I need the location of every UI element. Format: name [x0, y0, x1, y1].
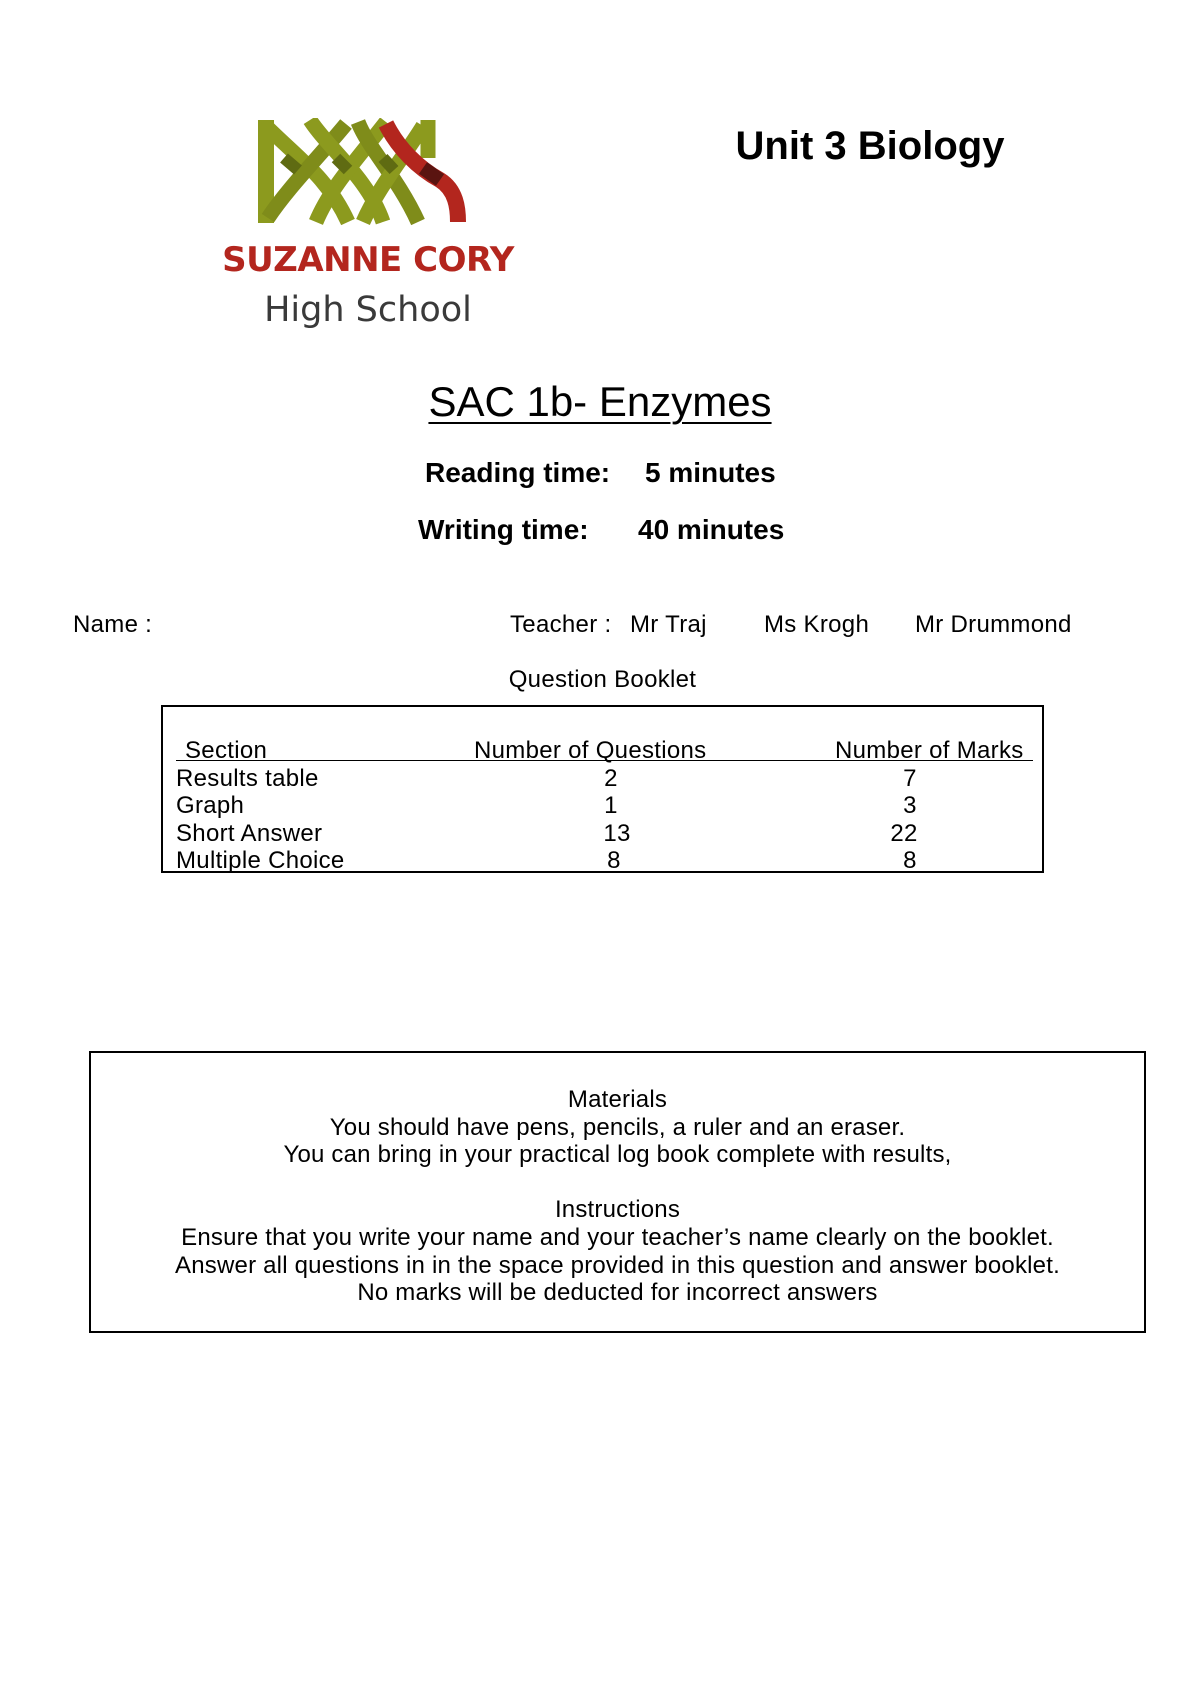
table-header-questions: Number of Questions: [474, 737, 707, 764]
table-row-questions: 2: [604, 765, 618, 792]
table-row-marks: 22: [890, 820, 918, 847]
document-title: SAC 1b- Enzymes: [428, 378, 772, 425]
reading-time-value: 5 minutes: [645, 457, 776, 488]
instructions-box: [89, 1051, 1146, 1333]
table-row-section: Graph: [176, 792, 245, 819]
materials-line: You can bring in your practical log book complete with results,: [283, 1141, 952, 1168]
logo-school-subtitle: High School: [264, 290, 472, 330]
name-label: Name :: [73, 611, 153, 638]
reading-time-label: Reading time:: [425, 457, 611, 488]
table-header-marks: Number of Marks: [835, 737, 1024, 764]
logo-school-name: SUZANNE CORY: [222, 240, 514, 280]
teacher-label: Teacher :: [510, 611, 612, 638]
table-row-marks: 3: [903, 792, 917, 819]
instructions-line: Answer all questions in in the space provided in this question and answer booklet.: [175, 1252, 1060, 1279]
instructions-heading: Instructions: [554, 1196, 681, 1223]
table-row-section: Multiple Choice: [176, 847, 345, 874]
table-row-questions: 1: [604, 792, 618, 819]
instructions-line: Ensure that you write your name and your teacher’s name clearly on the booklet.: [181, 1224, 1054, 1251]
teacher-option-2: Ms Krogh: [764, 611, 870, 638]
teacher-option-1: Mr Traj: [630, 611, 707, 638]
table-row-marks: 7: [903, 765, 917, 792]
writing-time-label: Writing time:: [418, 514, 589, 545]
materials-heading: Materials: [567, 1086, 668, 1113]
summary-table: [161, 705, 1044, 873]
table-header-section: Section: [185, 737, 268, 764]
school-logo: [218, 118, 518, 338]
table-row-section: Short Answer: [176, 820, 323, 847]
teacher-option-3: Mr Drummond: [915, 611, 1072, 638]
booklet-label: Question Booklet: [508, 666, 697, 693]
table-row-section: Results table: [176, 765, 319, 792]
materials-line: You should have pens, pencils, a ruler and an eraser.: [329, 1114, 906, 1141]
writing-time-value: 40 minutes: [638, 514, 785, 545]
unit-title: Unit 3 Biology: [735, 124, 1005, 168]
table-row-marks: 8: [903, 847, 917, 874]
school-logo-mark-icon: [218, 118, 518, 228]
table-header-rule: [176, 760, 1033, 761]
instructions-line: No marks will be deducted for incorrect answers: [357, 1279, 878, 1306]
table-row-questions: 13: [603, 820, 631, 847]
table-row-questions: 8: [607, 847, 621, 874]
